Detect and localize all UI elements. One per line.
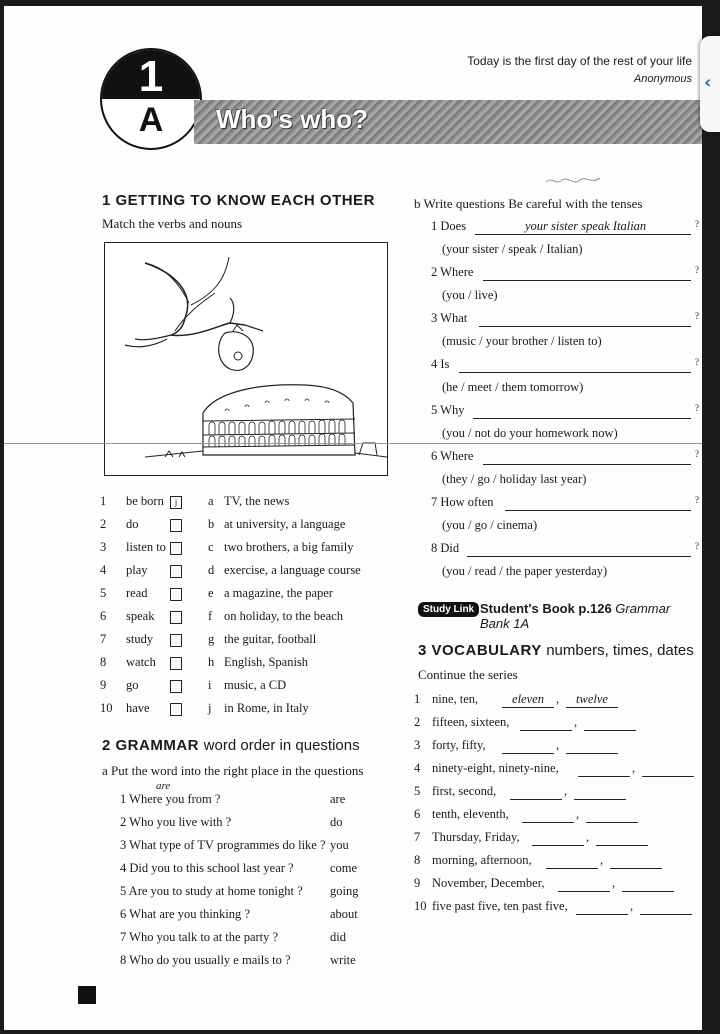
match-verb: watch bbox=[126, 655, 156, 669]
grammar-question: 7 Who you talk to at the party ? bbox=[120, 930, 279, 944]
answer-blank[interactable] bbox=[483, 280, 691, 281]
handwritten-scribble bbox=[544, 172, 604, 195]
section3-heading bbox=[418, 642, 694, 659]
match-verb: listen to bbox=[126, 540, 166, 554]
match-number: 9 bbox=[100, 678, 107, 692]
vocabulary-row bbox=[414, 807, 694, 829]
vocabulary-series: forty, fifty, bbox=[432, 738, 486, 752]
vocabulary-row bbox=[414, 853, 694, 875]
match-row bbox=[100, 517, 400, 539]
vocabulary-row bbox=[414, 830, 694, 852]
grammar-word: did bbox=[330, 930, 346, 944]
vocabulary-row bbox=[414, 761, 694, 783]
match-number: 3 bbox=[100, 540, 107, 554]
match-verb: have bbox=[126, 701, 150, 715]
match-letter: d bbox=[208, 563, 215, 577]
vocabulary-number: 3 bbox=[414, 738, 421, 752]
study-link-grammar-bank: Grammar Bank 1A bbox=[480, 601, 671, 631]
section1-instruction: Match the verbs and nouns bbox=[102, 216, 243, 231]
grammar-row bbox=[120, 884, 400, 906]
question-prompt: (he / meet / them tomorrow) bbox=[442, 380, 584, 394]
question-line bbox=[431, 219, 699, 241]
answer-checkbox[interactable] bbox=[170, 588, 182, 601]
match-noun: the guitar, football bbox=[224, 632, 317, 646]
grammar-word: you bbox=[330, 838, 349, 852]
answer-checkbox[interactable] bbox=[170, 519, 182, 532]
question-line bbox=[431, 449, 699, 471]
match-noun: at university, a language bbox=[224, 517, 346, 531]
match-number: 7 bbox=[100, 632, 107, 646]
vocabulary-row bbox=[414, 784, 694, 806]
vocabulary-number: 5 bbox=[414, 784, 421, 798]
match-noun: on holiday, to the beach bbox=[224, 609, 343, 623]
series-comma: , bbox=[632, 761, 636, 775]
grammar-word: write bbox=[330, 953, 356, 967]
series-comma: , bbox=[564, 784, 568, 798]
match-row bbox=[100, 632, 400, 654]
series-blank-1[interactable] bbox=[576, 899, 628, 915]
question-line bbox=[431, 403, 699, 425]
match-number: 1 bbox=[100, 494, 107, 508]
series-blank-2[interactable] bbox=[566, 738, 618, 754]
answer-blank[interactable] bbox=[475, 234, 691, 235]
match-verb: go bbox=[126, 678, 139, 692]
match-verb: do bbox=[126, 517, 139, 531]
grammar-row bbox=[120, 815, 400, 837]
question-mark: ? bbox=[695, 265, 699, 275]
question-line bbox=[431, 357, 699, 379]
match-number: 8 bbox=[100, 655, 107, 669]
filled-answer: your sister speak Italian bbox=[525, 219, 647, 233]
grammar-row bbox=[120, 907, 400, 929]
series-blank-2[interactable] bbox=[622, 876, 674, 892]
vocabulary-row bbox=[414, 876, 694, 898]
question-start: 3 What bbox=[431, 311, 468, 325]
header-quote bbox=[467, 52, 692, 88]
grammar-row bbox=[120, 953, 400, 975]
worksheet-page bbox=[4, 6, 702, 1030]
section3-heading-bold: 3 VOCABULARY bbox=[418, 642, 542, 659]
match-number: 5 bbox=[100, 586, 107, 600]
match-number: 2 bbox=[100, 517, 107, 531]
question-line bbox=[431, 311, 699, 333]
match-noun: two brothers, a big family bbox=[224, 540, 354, 554]
unit-badge bbox=[100, 48, 202, 150]
match-letter: j bbox=[208, 701, 212, 715]
vocabulary-series: tenth, eleventh, bbox=[432, 807, 509, 821]
match-letter: i bbox=[208, 678, 212, 692]
series-blank-2[interactable] bbox=[596, 830, 648, 846]
series-blank-1[interactable] bbox=[546, 853, 598, 869]
question-start: 4 Is bbox=[431, 357, 450, 371]
vocabulary-number: 9 bbox=[414, 876, 421, 890]
match-number: 4 bbox=[100, 563, 107, 577]
answer-checkbox[interactable] bbox=[170, 703, 182, 716]
section2-heading-light: word order in questions bbox=[203, 737, 360, 754]
answer-blank[interactable] bbox=[467, 556, 691, 557]
question-start: 6 Where bbox=[431, 449, 474, 463]
answer-checkbox[interactable] bbox=[170, 611, 182, 624]
section2-instruction: a Put the word into the right place in the questions bbox=[102, 763, 364, 778]
match-row bbox=[100, 678, 400, 700]
series-comma: , bbox=[612, 876, 616, 890]
grammar-question: 1 Where you from ? bbox=[120, 792, 221, 806]
series-blank-1[interactable] bbox=[502, 738, 554, 754]
question-start: 8 Did bbox=[431, 541, 460, 555]
grammar-word: about bbox=[330, 907, 358, 921]
vocabulary-series: morning, afternoon, bbox=[432, 853, 532, 867]
grammar-word: come bbox=[330, 861, 358, 875]
match-noun: TV, the news bbox=[224, 494, 290, 508]
answer-blank[interactable] bbox=[479, 326, 691, 327]
question-start: 5 Why bbox=[431, 403, 465, 417]
stork-colosseum-illustration bbox=[104, 242, 388, 476]
series-comma: , bbox=[556, 738, 560, 752]
answer-blank[interactable] bbox=[505, 510, 691, 511]
series-blank-1[interactable] bbox=[520, 715, 572, 731]
series-comma: , bbox=[586, 830, 590, 844]
vocabulary-row bbox=[414, 692, 694, 714]
question-line bbox=[431, 495, 699, 517]
answer-checkbox[interactable] bbox=[170, 634, 182, 647]
vocabulary-series: nine, ten, bbox=[432, 692, 479, 706]
question-start: 2 Where bbox=[431, 265, 474, 279]
vocabulary-number: 6 bbox=[414, 807, 421, 821]
answer-blank[interactable] bbox=[459, 372, 691, 373]
grammar-row bbox=[120, 838, 400, 860]
series-comma: , bbox=[600, 853, 604, 867]
answer-blank[interactable] bbox=[473, 418, 691, 419]
match-letter: h bbox=[208, 655, 215, 669]
answer-checkbox[interactable] bbox=[170, 680, 182, 693]
study-link-badge: Study Link bbox=[418, 602, 479, 617]
match-letter: c bbox=[208, 540, 214, 554]
quote-author: Anonymous bbox=[633, 73, 692, 85]
section1-heading: 1 GETTING TO KNOW EACH OTHER bbox=[102, 192, 375, 209]
series-comma: , bbox=[574, 715, 578, 729]
question-prompt: (your sister / speak / Italian) bbox=[442, 242, 583, 256]
vocabulary-series: first, second, bbox=[432, 784, 497, 798]
vocabulary-row bbox=[414, 715, 694, 737]
page-title: Who's who? bbox=[216, 104, 369, 134]
series-blank-2[interactable] bbox=[640, 899, 692, 915]
grammar-question: 2 Who you live with ? bbox=[120, 815, 232, 829]
series-blank-1[interactable] bbox=[510, 784, 562, 800]
grammar-row bbox=[120, 861, 400, 883]
series-comma: , bbox=[630, 899, 634, 913]
match-number: 6 bbox=[100, 609, 107, 623]
section2-heading bbox=[102, 737, 360, 754]
match-row bbox=[100, 563, 400, 585]
question-prompt: (they / go / holiday last year) bbox=[442, 472, 587, 486]
series-blank-1[interactable] bbox=[558, 876, 610, 892]
vocabulary-number: 7 bbox=[414, 830, 421, 844]
answer-checkbox[interactable] bbox=[170, 657, 182, 670]
match-noun: music, a CD bbox=[224, 678, 287, 692]
match-row bbox=[100, 609, 400, 631]
match-letter: e bbox=[208, 586, 214, 600]
match-letter: b bbox=[208, 517, 215, 531]
question-mark: ? bbox=[695, 219, 699, 229]
answer-checkbox[interactable] bbox=[170, 542, 182, 555]
series-blank-1[interactable] bbox=[532, 830, 584, 846]
insert-mark-handwritten: are bbox=[156, 780, 171, 792]
question-start: 7 How often bbox=[431, 495, 494, 509]
series-blank-2[interactable] bbox=[610, 853, 662, 869]
question-line bbox=[431, 265, 699, 287]
question-line bbox=[431, 541, 699, 563]
match-noun: exercise, a language course bbox=[224, 563, 361, 577]
page-corner-mark bbox=[78, 986, 96, 1004]
chevron-left-icon: ‹ bbox=[704, 72, 712, 93]
question-prompt: (you / not do your homework now) bbox=[442, 426, 618, 440]
match-noun: a magazine, the paper bbox=[224, 586, 333, 600]
grammar-question: 3 What type of TV programmes do like ? bbox=[120, 838, 326, 852]
match-row bbox=[100, 586, 400, 608]
match-row bbox=[100, 494, 400, 516]
section-b-heading: b Write questions Be careful with the tenses bbox=[414, 196, 643, 211]
section3-instruction: Continue the series bbox=[418, 667, 518, 682]
answer-blank[interactable] bbox=[483, 464, 691, 465]
match-row bbox=[100, 701, 400, 723]
study-link-text bbox=[480, 601, 702, 631]
match-verb: be born bbox=[126, 494, 164, 508]
series-blank-1[interactable] bbox=[522, 807, 574, 823]
vocabulary-series: Thursday, Friday, bbox=[432, 830, 520, 844]
question-mark: ? bbox=[695, 357, 699, 367]
series-blank-2[interactable] bbox=[584, 715, 636, 731]
match-row bbox=[100, 540, 400, 562]
match-letter: a bbox=[208, 494, 214, 508]
section2-heading-bold: 2 GRAMMAR bbox=[102, 737, 199, 754]
series-comma: , bbox=[576, 807, 580, 821]
question-mark: ? bbox=[695, 541, 699, 551]
vocabulary-number: 1 bbox=[414, 692, 421, 706]
series-blank-1[interactable]: eleven bbox=[502, 692, 554, 708]
match-noun: in Rome, in Italy bbox=[224, 701, 309, 715]
grammar-word: are bbox=[330, 792, 346, 806]
section3-heading-light: numbers, times, dates bbox=[546, 642, 694, 659]
vocabulary-number: 8 bbox=[414, 853, 421, 867]
question-start: 1 Does bbox=[431, 219, 467, 233]
series-blank-2[interactable] bbox=[586, 807, 638, 823]
match-letter: g bbox=[208, 632, 215, 646]
question-prompt: (you / live) bbox=[442, 288, 498, 302]
grammar-word: going bbox=[330, 884, 359, 898]
vocabulary-row bbox=[414, 738, 694, 760]
unit-letter: A bbox=[138, 101, 164, 139]
vocabulary-number: 2 bbox=[414, 715, 421, 729]
vocabulary-series: five past five, ten past five, bbox=[432, 899, 568, 913]
vocabulary-number: 4 bbox=[414, 761, 421, 775]
answer-checkbox[interactable] bbox=[170, 565, 182, 578]
vocabulary-series: ninety-eight, ninety-nine, bbox=[432, 761, 559, 775]
match-verb: study bbox=[126, 632, 154, 646]
vocabulary-number: 10 bbox=[414, 899, 427, 913]
question-prompt: (music / your brother / listen to) bbox=[442, 334, 602, 348]
match-noun: English, Spanish bbox=[224, 655, 309, 669]
question-mark: ? bbox=[695, 403, 699, 413]
grammar-row bbox=[120, 792, 400, 814]
match-verb: read bbox=[126, 586, 148, 600]
question-prompt: (you / read / the paper yesterday) bbox=[442, 564, 608, 578]
question-mark: ? bbox=[695, 449, 699, 459]
grammar-question: 5 Are you to study at home tonight ? bbox=[120, 884, 303, 898]
match-number: 10 bbox=[100, 701, 113, 715]
study-link-reference: Student's Book p.126 bbox=[480, 601, 612, 616]
match-verb: play bbox=[126, 563, 148, 577]
question-mark: ? bbox=[695, 311, 699, 321]
grammar-question: 4 Did you to this school last year ? bbox=[120, 861, 294, 875]
quote-text: Today is the first day of the rest of your life bbox=[467, 54, 692, 68]
grammar-row bbox=[120, 930, 400, 952]
match-row bbox=[100, 655, 400, 677]
unit-number: 1 bbox=[102, 50, 200, 99]
series-blank-2[interactable]: twelve bbox=[566, 692, 618, 708]
series-blank-2[interactable] bbox=[642, 761, 694, 777]
match-letter: f bbox=[208, 609, 213, 623]
series-blank-2[interactable] bbox=[574, 784, 626, 800]
match-verb: speak bbox=[126, 609, 155, 623]
series-comma: , bbox=[556, 692, 560, 706]
scribble-drawing bbox=[544, 172, 604, 192]
question-mark: ? bbox=[695, 495, 699, 505]
question-prompt: (you / go / cinema) bbox=[442, 518, 538, 532]
vocabulary-series: November, December, bbox=[432, 876, 545, 890]
answer-checkbox[interactable]: j bbox=[170, 496, 182, 509]
grammar-question: 6 What are you thinking ? bbox=[120, 907, 250, 921]
grammar-word: do bbox=[330, 815, 343, 829]
illustration-drawing bbox=[105, 243, 387, 475]
side-panel-tab[interactable] bbox=[700, 36, 720, 132]
vocabulary-row bbox=[414, 899, 694, 921]
fold-line bbox=[4, 443, 702, 444]
vocabulary-series: fifteen, sixteen, bbox=[432, 715, 510, 729]
series-blank-1[interactable] bbox=[578, 761, 630, 777]
grammar-question: 8 Who do you usually e mails to ? bbox=[120, 953, 291, 967]
